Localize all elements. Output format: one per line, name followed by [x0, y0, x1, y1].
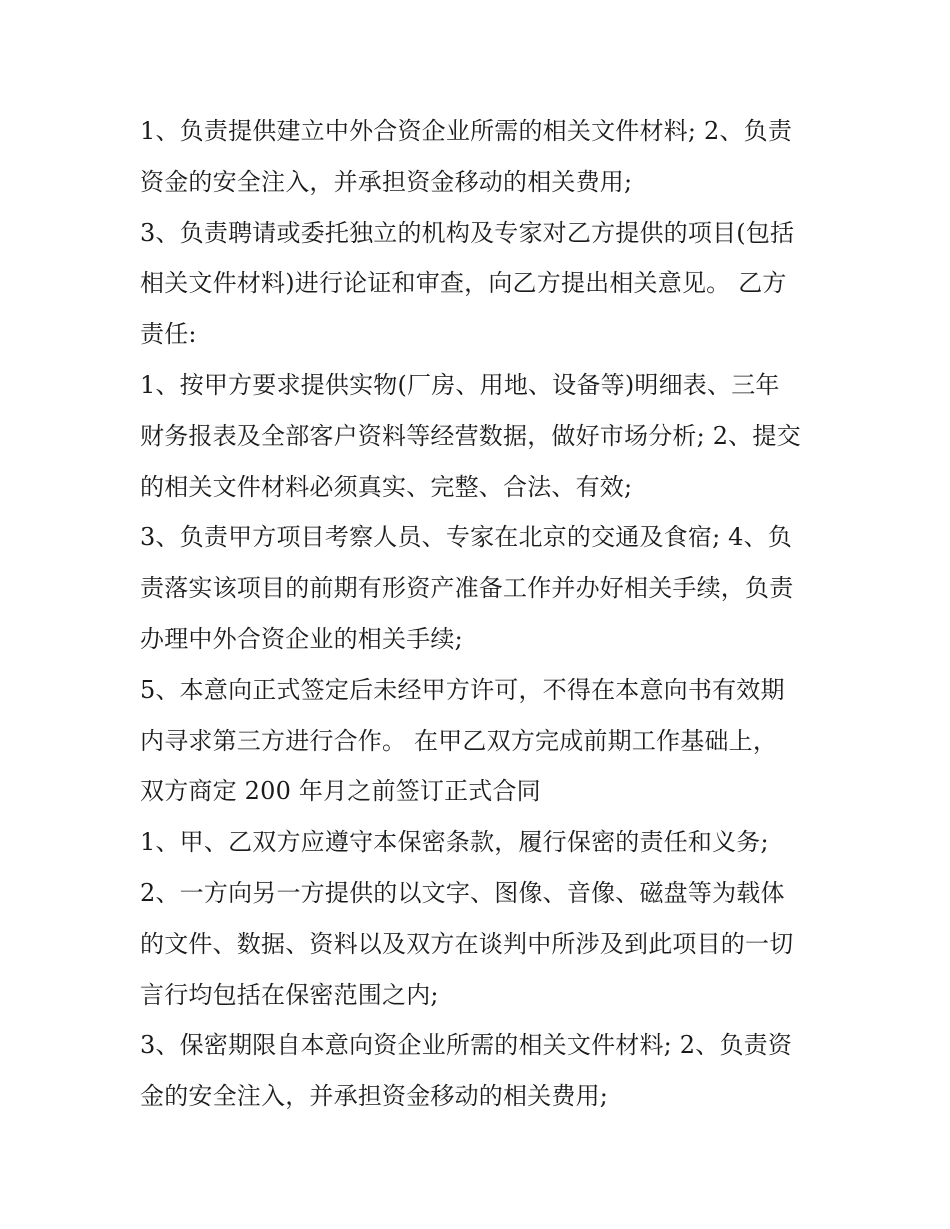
text-line: 资金的安全注入，并承担资金移动的相关费用;: [140, 167, 633, 196]
document-body: [140, 106, 820, 1122]
text-line: 内寻求第三方进行合作。 在甲乙双方完成前期工作基础上，: [140, 726, 778, 755]
text-line: 财务报表及全部客户资料等经营数据，做好市场分析; 2、提交: [140, 421, 801, 450]
text-line: 2、一方向另一方提供的以文字、图像、音像、磁盘等为载体: [140, 878, 785, 907]
text-line: 的文件、数据、资料以及双方在谈判中所涉及到此项目的一切: [140, 929, 794, 958]
text-line: 责任:: [140, 320, 197, 349]
text-line: 1、按甲方要求提供实物(厂房、用地、设备等)明细表、三年: [140, 370, 780, 399]
text-line: 金的安全注入，并承担资金移动的相关费用;: [140, 1082, 609, 1111]
text-line: 5、本意向正式签定后未经甲方许可，不得在本意向书有效期: [140, 675, 785, 704]
text-line: 3、保密期限自本意向资企业所需的相关文件材料; 2、负责资: [140, 1031, 793, 1060]
text-line: 责落实该项目的前期有形资产准备工作并办好相关手续，负责: [140, 574, 794, 603]
text-line: 相关文件材料)进行论证和审查，向乙方提出相关意见。 乙方: [140, 269, 787, 298]
text-line: 3、负责聘请或委托独立的机构及专家对乙方提供的项目(包括: [140, 218, 795, 247]
text-line: 办理中外合资企业的相关手续;: [140, 624, 463, 653]
text-line: 的相关文件材料必须真实、完整、合法、有效;: [140, 472, 633, 501]
text-line: 3、负责甲方项目考察人员、专家在北京的交通及食宿; 4、负: [140, 523, 793, 552]
text-line: 1、负责提供建立中外合资企业所需的相关文件材料; 2、负责: [140, 117, 793, 145]
text-line: 1、甲、乙双方应遵守本保密条款，履行保密的责任和义务;: [140, 828, 769, 857]
text-line: 言行均包括在保密范围之内;: [140, 980, 439, 1009]
text-line: 双方商定 200 年月之前签订正式合同: [140, 777, 541, 806]
